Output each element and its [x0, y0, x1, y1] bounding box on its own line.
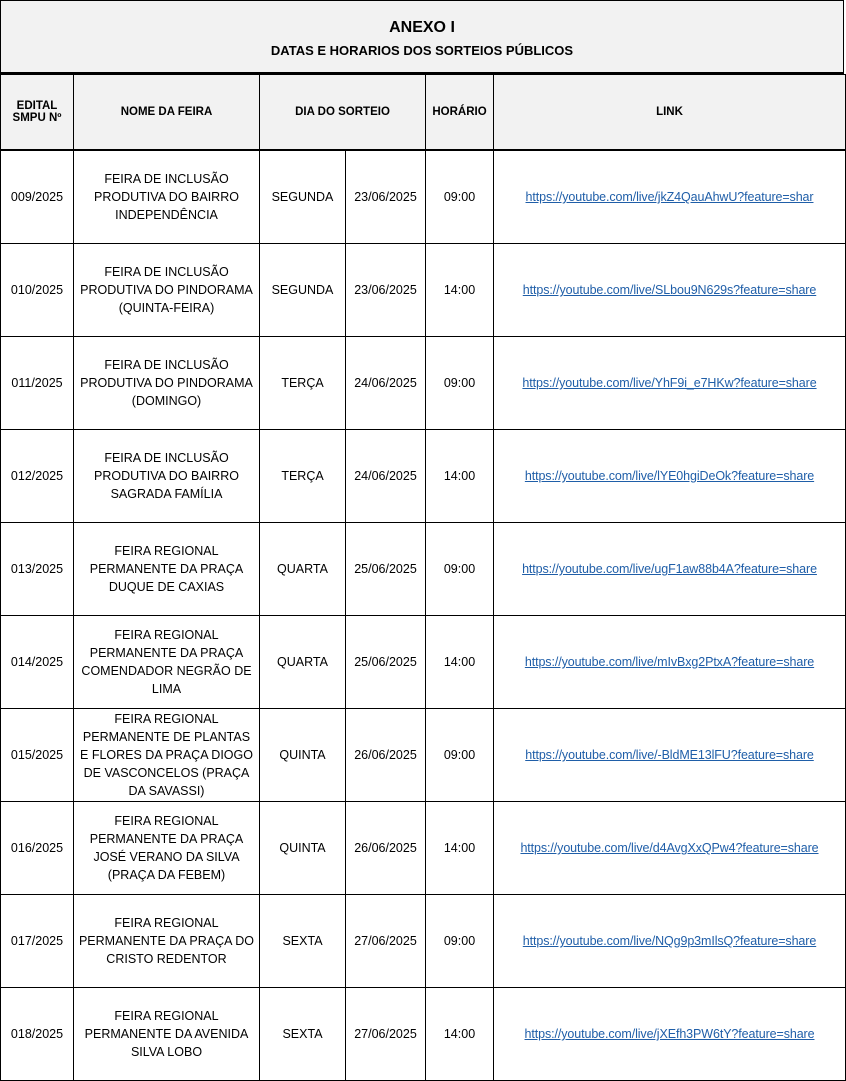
edital-cell: 014/2025: [1, 616, 74, 709]
table-row: [1, 150, 846, 244]
youtube-live-link[interactable]: https://youtube.com/live/-BldME13lFU?feature=share: [525, 748, 814, 762]
feira-name-cell: FEIRA REGIONAL PERMANENTE DA PRAÇA JOSÉ VERANO DA SILVA (PRAÇA DA FEBEM): [74, 802, 260, 895]
time-cell: 09:00: [426, 337, 494, 430]
edital-cell: 015/2025: [1, 709, 74, 802]
draw-schedule-table: [0, 74, 846, 1081]
link-cell: [494, 244, 846, 337]
youtube-live-link[interactable]: https://youtube.com/live/SLbou9N629s?feature=share: [522, 283, 817, 297]
time-cell: 14:00: [426, 430, 494, 523]
table-row: [1, 895, 846, 988]
link-cell: [494, 709, 846, 802]
date-cell: 24/06/2025: [346, 337, 426, 430]
link-cell: [494, 988, 846, 1081]
time-cell: 09:00: [426, 150, 494, 244]
weekday-cell: TERÇA: [260, 430, 346, 523]
edital-cell: 009/2025: [1, 150, 74, 244]
table-row: [1, 988, 846, 1081]
date-cell: 25/06/2025: [346, 523, 426, 616]
date-cell: 27/06/2025: [346, 988, 426, 1081]
youtube-live-link[interactable]: https://youtube.com/live/jXEfh3PW6tY?feature=share: [524, 1027, 815, 1041]
weekday-cell: SEGUNDA: [260, 150, 346, 244]
annex-title: ANEXO I: [389, 19, 455, 36]
table-row: [1, 523, 846, 616]
date-cell: 27/06/2025: [346, 895, 426, 988]
youtube-live-link[interactable]: https://youtube.com/live/d4AvgXxQPw4?feature=share: [520, 841, 819, 855]
time-cell: 09:00: [426, 709, 494, 802]
link-cell: [494, 802, 846, 895]
link-cell: [494, 430, 846, 523]
table-body: [1, 150, 846, 1081]
youtube-live-link[interactable]: https://youtube.com/live/jkZ4QauAhwU?feature=shar: [525, 190, 814, 204]
edital-cell: 013/2025: [1, 523, 74, 616]
date-cell: 25/06/2025: [346, 616, 426, 709]
header-horario: HORÁRIO: [426, 75, 494, 151]
edital-cell: 018/2025: [1, 988, 74, 1081]
youtube-live-link[interactable]: https://youtube.com/live/mIvBxg2PtxA?feature=share: [524, 655, 815, 669]
date-cell: 23/06/2025: [346, 150, 426, 244]
date-cell: 26/06/2025: [346, 802, 426, 895]
feira-name-cell: FEIRA REGIONAL PERMANENTE DA PRAÇA DO CRISTO REDENTOR: [74, 895, 260, 988]
feira-name-cell: FEIRA REGIONAL PERMANENTE DA PRAÇA COMENDADOR NEGRÃO DE LIMA: [74, 616, 260, 709]
feira-name-cell: FEIRA DE INCLUSÃO PRODUTIVA DO BAIRRO INDEPENDÊNCIA: [74, 150, 260, 244]
edital-cell: 010/2025: [1, 244, 74, 337]
youtube-live-link[interactable]: https://youtube.com/live/YhF9i_e7HKw?feature=share: [522, 376, 817, 390]
time-cell: 09:00: [426, 523, 494, 616]
table-row: [1, 709, 846, 802]
weekday-cell: TERÇA: [260, 337, 346, 430]
edital-cell: 011/2025: [1, 337, 74, 430]
header-link: LINK: [494, 75, 846, 151]
date-cell: 24/06/2025: [346, 430, 426, 523]
link-cell: [494, 523, 846, 616]
table-row: [1, 802, 846, 895]
weekday-cell: SEXTA: [260, 895, 346, 988]
annex-subtitle: DATAS E HORARIOS DOS SORTEIOS PÚBLICOS: [270, 43, 574, 58]
link-cell: [494, 616, 846, 709]
header-row: [1, 75, 846, 151]
table-row: [1, 616, 846, 709]
edital-cell: 017/2025: [1, 895, 74, 988]
youtube-live-link[interactable]: https://youtube.com/live/lYE0hgiDeOk?feature=share: [524, 469, 815, 483]
edital-cell: 012/2025: [1, 430, 74, 523]
table-row: [1, 430, 846, 523]
time-cell: 14:00: [426, 988, 494, 1081]
feira-name-cell: FEIRA REGIONAL PERMANENTE DA AVENIDA SILVA LOBO: [74, 988, 260, 1081]
feira-name-cell: FEIRA REGIONAL PERMANENTE DE PLANTAS E FLORES DA PRAÇA DIOGO DE VASCONCELOS (PRAÇA DA SAVASSI): [74, 709, 260, 802]
edital-cell: 016/2025: [1, 802, 74, 895]
weekday-cell: QUINTA: [260, 709, 346, 802]
time-cell: 14:00: [426, 244, 494, 337]
feira-name-cell: FEIRA DE INCLUSÃO PRODUTIVA DO BAIRRO SAGRADA FAMÍLIA: [74, 430, 260, 523]
time-cell: 14:00: [426, 802, 494, 895]
feira-name-cell: FEIRA REGIONAL PERMANENTE DA PRAÇA DUQUE DE CAXIAS: [74, 523, 260, 616]
youtube-live-link[interactable]: https://youtube.com/live/ugF1aw88b4A?feature=share: [522, 562, 817, 576]
feira-name-cell: FEIRA DE INCLUSÃO PRODUTIVA DO PINDORAMA (QUINTA-FEIRA): [74, 244, 260, 337]
header-edital: EDITAL SMPU Nº: [1, 75, 74, 151]
link-cell: [494, 895, 846, 988]
youtube-live-link[interactable]: https://youtube.com/live/NQg9p3mIlsQ?feature=share: [522, 934, 817, 948]
time-cell: 09:00: [426, 895, 494, 988]
header-dia: DIA DO SORTEIO: [260, 75, 426, 151]
weekday-cell: SEGUNDA: [260, 244, 346, 337]
time-cell: 14:00: [426, 616, 494, 709]
link-cell: [494, 150, 846, 244]
header-nome: NOME DA FEIRA: [74, 75, 260, 151]
weekday-cell: SEXTA: [260, 988, 346, 1081]
weekday-cell: QUARTA: [260, 616, 346, 709]
feira-name-cell: FEIRA DE INCLUSÃO PRODUTIVA DO PINDORAMA (DOMINGO): [74, 337, 260, 430]
weekday-cell: QUINTA: [260, 802, 346, 895]
title-box: [0, 0, 844, 74]
table-row: [1, 244, 846, 337]
weekday-cell: QUARTA: [260, 523, 346, 616]
table-row: [1, 337, 846, 430]
link-cell: [494, 337, 846, 430]
date-cell: 23/06/2025: [346, 244, 426, 337]
date-cell: 26/06/2025: [346, 709, 426, 802]
